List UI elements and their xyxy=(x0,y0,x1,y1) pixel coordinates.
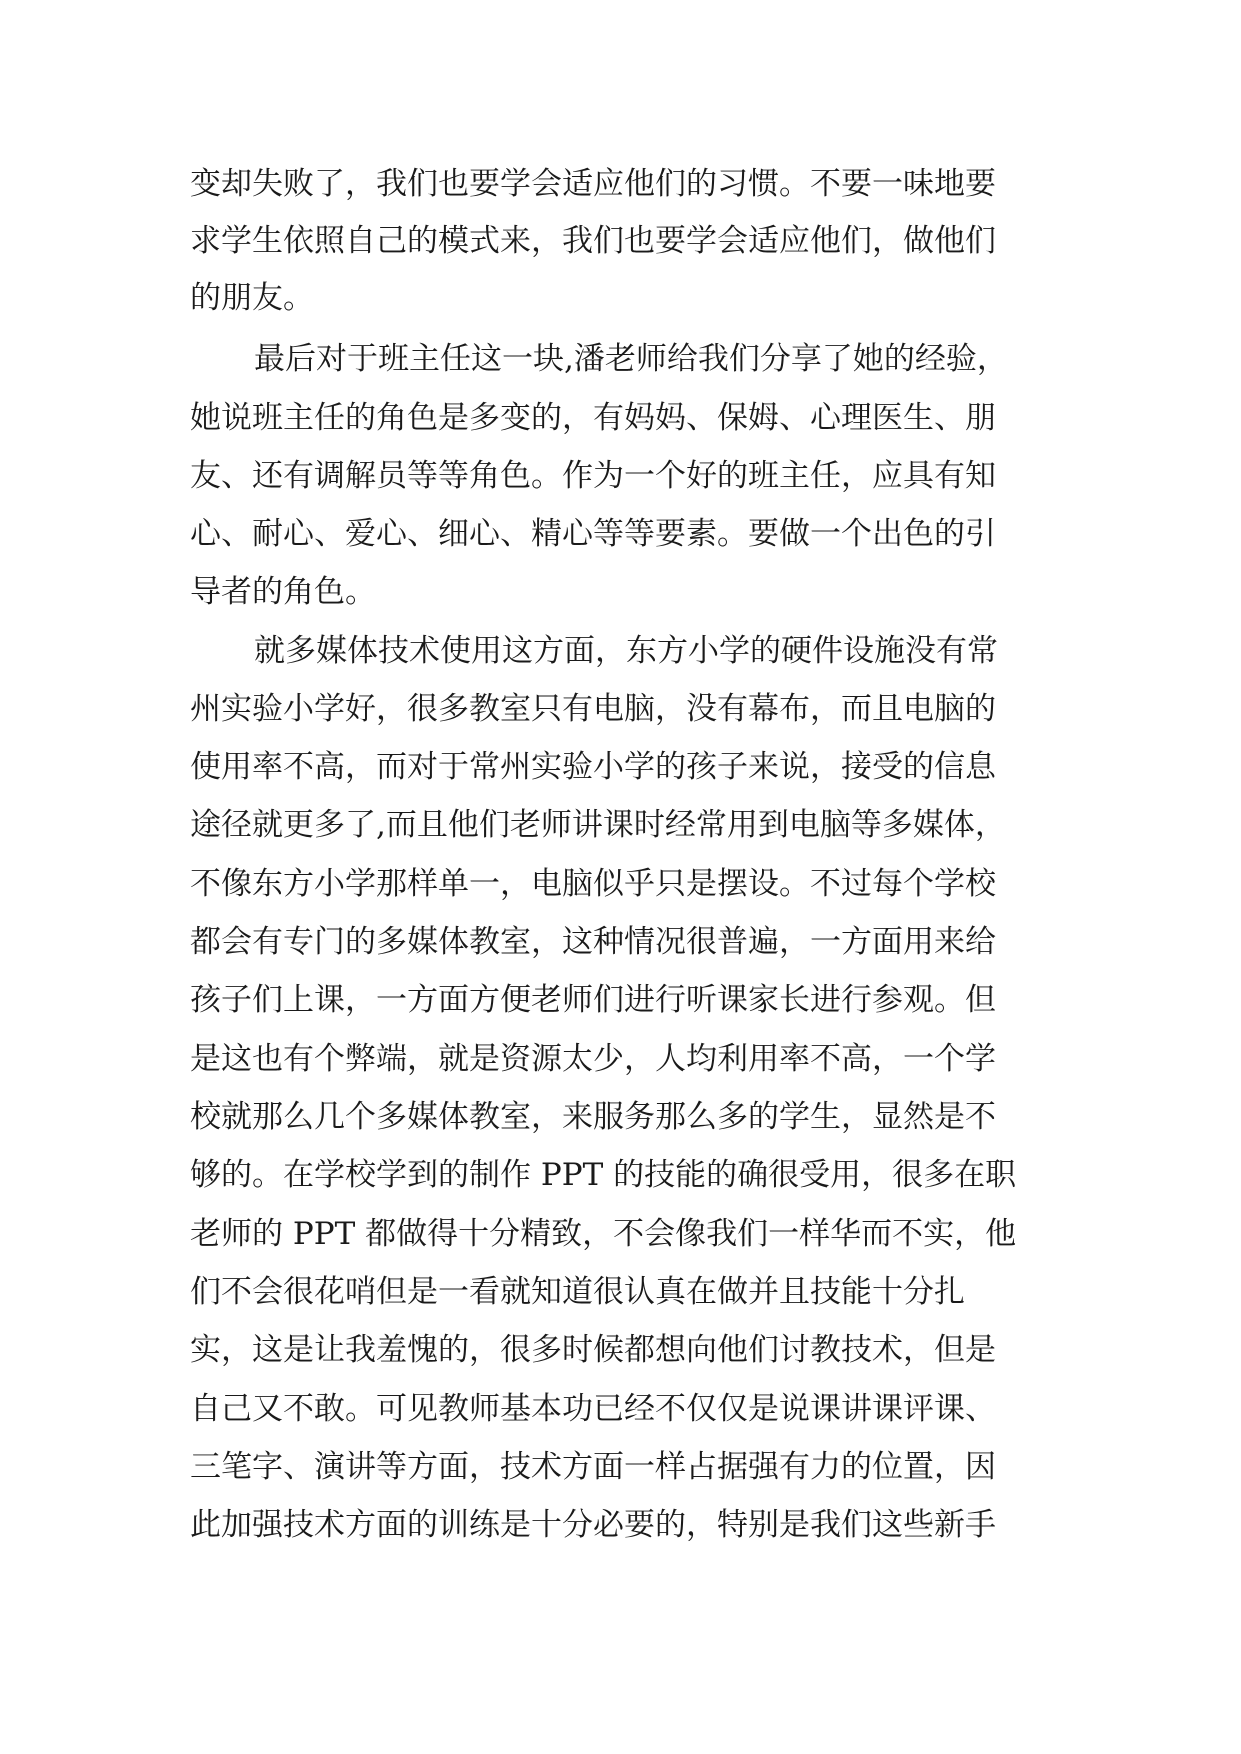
text-line: 她说班主任的角色是多变的，有妈妈、保姆、心理医生、朋 xyxy=(190,400,996,436)
text-line: 的朋友。 xyxy=(190,280,314,316)
text-line: 老师的 PPT 都做得十分精致，不会像我们一样华而不实，他 xyxy=(190,1216,1017,1252)
text-line: 不像东方小学那样单一，电脑似乎只是摆设。不过每个学校 xyxy=(190,866,996,902)
paragraph-first-line: 最后对于班主任这一块,潘老师给我们分享了她的经验， xyxy=(254,341,1008,377)
text-line: 们不会很花哨但是一看就知道很认真在做并且技能十分扎 xyxy=(190,1274,965,1310)
text-line: 实，这是让我羞愧的，很多时候都想向他们讨教技术，但是 xyxy=(190,1332,996,1368)
text-line: 求学生依照自己的模式来，我们也要学会适应他们，做他们 xyxy=(190,223,996,259)
text-line: 三笔字、演讲等方面，技术方面一样占据强有力的位置，因 xyxy=(190,1449,996,1485)
text-line: 都会有专门的多媒体教室，这种情况很普遍，一方面用来给 xyxy=(190,924,996,960)
text-line: 使用率不高，而对于常州实验小学的孩子来说，接受的信息 xyxy=(190,749,996,785)
text-line: 够的。在学校学到的制作 PPT 的技能的确很受用，很多在职 xyxy=(190,1157,1017,1193)
text-line: 心、耐心、爱心、细心、精心等等要素。要做一个出色的引 xyxy=(190,516,996,552)
text-line: 是这也有个弊端，就是资源太少，人均利用率不高，一个学 xyxy=(190,1041,996,1077)
text-line: 自己又不敢。可见教师基本功已经不仅仅是说课讲课评课、 xyxy=(190,1391,996,1427)
text-line: 变却失败了，我们也要学会适应他们的习惯。不要一味地要 xyxy=(190,166,996,202)
paragraph-first-line: 就多媒体技术使用这方面，东方小学的硬件设施没有常 xyxy=(254,633,998,669)
text-line: 州实验小学好，很多教室只有电脑，没有幕布，而且电脑的 xyxy=(190,691,996,727)
text-line: 孩子们上课，一方面方便老师们进行听课家长进行参观。但 xyxy=(190,982,996,1018)
text-line: 途径就更多了,而且他们老师讲课时经常用到电脑等多媒体， xyxy=(190,807,1006,843)
text-line: 友、还有调解员等等角色。作为一个好的班主任，应具有知 xyxy=(190,458,996,494)
text-line: 校就那么几个多媒体教室，来服务那么多的学生，显然是不 xyxy=(190,1099,996,1135)
text-line: 导者的角色。 xyxy=(190,574,376,610)
text-line: 此加强技术方面的训练是十分必要的，特别是我们这些新手 xyxy=(190,1507,996,1543)
